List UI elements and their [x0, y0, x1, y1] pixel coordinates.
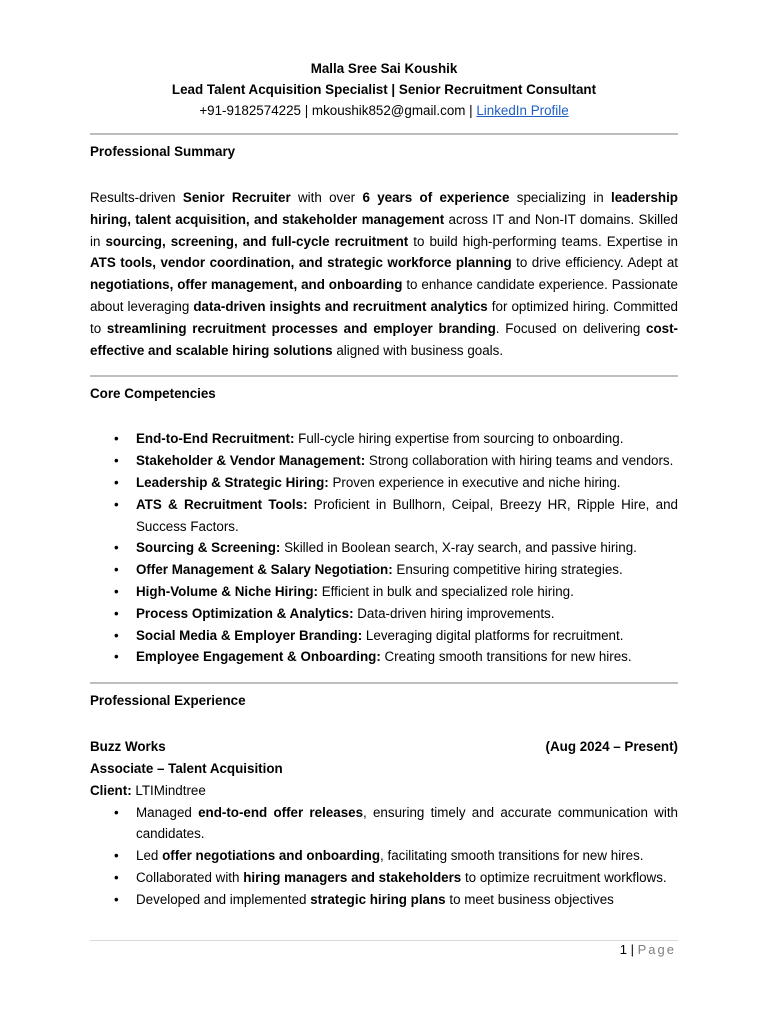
competency-item	[136, 494, 678, 538]
competency-text: Proficient in Bullhorn, Ceipal, Breezy HR, Ripple Hire, and Success Factors.	[136, 496, 678, 534]
competency-text: Efficient in bulk and specialized role hiring.	[318, 583, 574, 599]
text-run: to enhance candidate experience. Passionate about leveraging	[90, 277, 678, 314]
competency-text: Skilled in Boolean search, X-ray search, and passive hiring.	[280, 540, 637, 556]
resume-header	[90, 58, 678, 121]
contact-info: +91-9182574225 | mkoushik852@gmail.com |	[199, 103, 477, 118]
divider	[90, 682, 678, 684]
text-run: across IT and Non-IT domains. Skilled in	[90, 211, 678, 249]
bold-text: cost-effective and scalable hiring solutions	[90, 320, 679, 358]
bold-text: 6 years of experience	[362, 190, 510, 205]
competency-text: Ensuring competitive hiring strategies.	[392, 562, 623, 578]
competency-list	[90, 428, 678, 668]
competency-item	[136, 581, 678, 603]
bold-text: ATS tools, vendor coordination, and strategic workforce planning	[90, 255, 512, 271]
text-run: aligned with business goals.	[332, 342, 504, 358]
text-run: Developed and implemented	[136, 891, 311, 907]
text-run: . Focused on delivering	[495, 320, 647, 336]
text-run: to meet business objectives	[445, 891, 614, 907]
competency-label: High-Volume & Niche Hiring:	[136, 583, 319, 599]
competency-item	[136, 537, 678, 559]
bold-text: strategic hiring plans	[310, 891, 446, 907]
competency-label: ATS & Recruitment Tools:	[136, 496, 308, 512]
text-run: , facilitating smooth transitions for new hires.	[380, 848, 644, 864]
candidate-title: Lead Talent Acquisition Specialist | Senior Recruitment Consultant	[171, 82, 597, 97]
text-run: , ensuring timely and accurate communication with candidates.	[136, 804, 678, 842]
bold-text: negotiations, offer management, and onboarding	[90, 277, 403, 293]
summary-paragraph	[90, 187, 678, 361]
bold-text: Senior Recruiter	[182, 190, 291, 205]
bold-text: streamlining recruitment processes and employer branding	[106, 320, 496, 336]
job-bullet-item	[136, 845, 678, 867]
job-role	[90, 758, 678, 780]
competency-item	[136, 603, 678, 625]
bold-text: offer negotiations and onboarding	[162, 848, 381, 864]
text-run: Results-driven	[90, 190, 183, 205]
page-separator: |	[627, 942, 638, 957]
text-run: to build high-performing teams. Expertise in	[408, 233, 678, 249]
text-run: Collaborated with	[136, 869, 244, 885]
job-bullet-item	[136, 867, 678, 889]
text-run: to drive efficiency. Adept at	[511, 255, 678, 271]
job-role-text: Associate – Talent Acquisition	[90, 760, 283, 776]
resume-page	[90, 58, 678, 911]
competency-text: Leveraging digital platforms for recruitment.	[362, 627, 624, 643]
section-heading-competencies: Core Competencies	[90, 386, 216, 402]
candidate-name: Malla Sree Sai Koushik	[310, 61, 458, 76]
text-run: with over	[290, 190, 363, 205]
competency-label: Process Optimization & Analytics:	[136, 605, 354, 621]
competency-label: Offer Management & Salary Negotiation:	[136, 562, 393, 578]
linkedin-link[interactable]: LinkedIn Profile	[476, 103, 569, 118]
job-bullet-list	[90, 802, 678, 911]
competency-item	[136, 625, 678, 647]
job-dates: (Aug 2024 – Present)	[545, 739, 678, 755]
text-run: Led	[136, 848, 163, 864]
job-client	[90, 780, 678, 802]
bold-text: data-driven insights and recruitment analytics	[193, 298, 488, 314]
bold-text: sourcing, screening, and full-cycle recruitment	[105, 233, 409, 249]
competency-item	[136, 646, 678, 668]
competency-item	[136, 472, 678, 494]
job-bullet-item	[136, 889, 678, 911]
competency-text: Strong collaboration with hiring teams and vendors.	[365, 453, 674, 469]
competency-text: Creating smooth transitions for new hires.	[380, 649, 632, 665]
bold-text: hiring managers and stakeholders	[243, 869, 462, 885]
competency-label: Leadership & Strategic Hiring:	[136, 474, 329, 490]
divider	[90, 375, 678, 377]
competency-label: Employee Engagement & Onboarding:	[136, 649, 381, 665]
competency-text: Full-cycle hiring expertise from sourcing to onboarding.	[294, 431, 624, 447]
text-run: to optimize recruitment workflows.	[461, 869, 667, 885]
divider	[90, 133, 678, 135]
page-word: Page	[637, 942, 676, 957]
competency-item	[136, 559, 678, 581]
text-run: Managed	[136, 804, 199, 820]
job-bullet-item	[136, 802, 678, 846]
competency-item	[136, 450, 678, 472]
section-heading-experience: Professional Experience	[90, 693, 246, 709]
competency-text: Proven experience in executive and niche hiring.	[328, 474, 621, 490]
competency-label: Stakeholder & Vendor Management:	[136, 453, 366, 469]
section-heading-summary: Professional Summary	[90, 144, 236, 159]
competency-label: End-to-End Recruitment:	[136, 431, 295, 447]
client-label: Client:	[90, 782, 132, 798]
text-run: specializing in	[509, 190, 611, 205]
job-header	[90, 736, 678, 758]
bold-text: leadership hiring, talent acquisition, and stakeholder management	[90, 190, 678, 227]
footer-divider	[90, 940, 678, 941]
competency-label: Social Media & Employer Branding:	[136, 627, 363, 643]
text-run: for optimized hiring. Committed to	[90, 298, 679, 336]
client-value: LTIMindtree	[131, 782, 206, 798]
bold-text: end-to-end offer releases	[198, 804, 364, 820]
page-number: 1	[619, 942, 628, 957]
page-footer	[620, 942, 676, 957]
competency-label: Sourcing & Screening:	[136, 540, 281, 556]
contact-line	[90, 100, 678, 121]
competency-item	[136, 428, 678, 450]
company-name: Buzz Works	[90, 739, 166, 755]
competency-text: Data-driven hiring improvements.	[353, 605, 555, 621]
